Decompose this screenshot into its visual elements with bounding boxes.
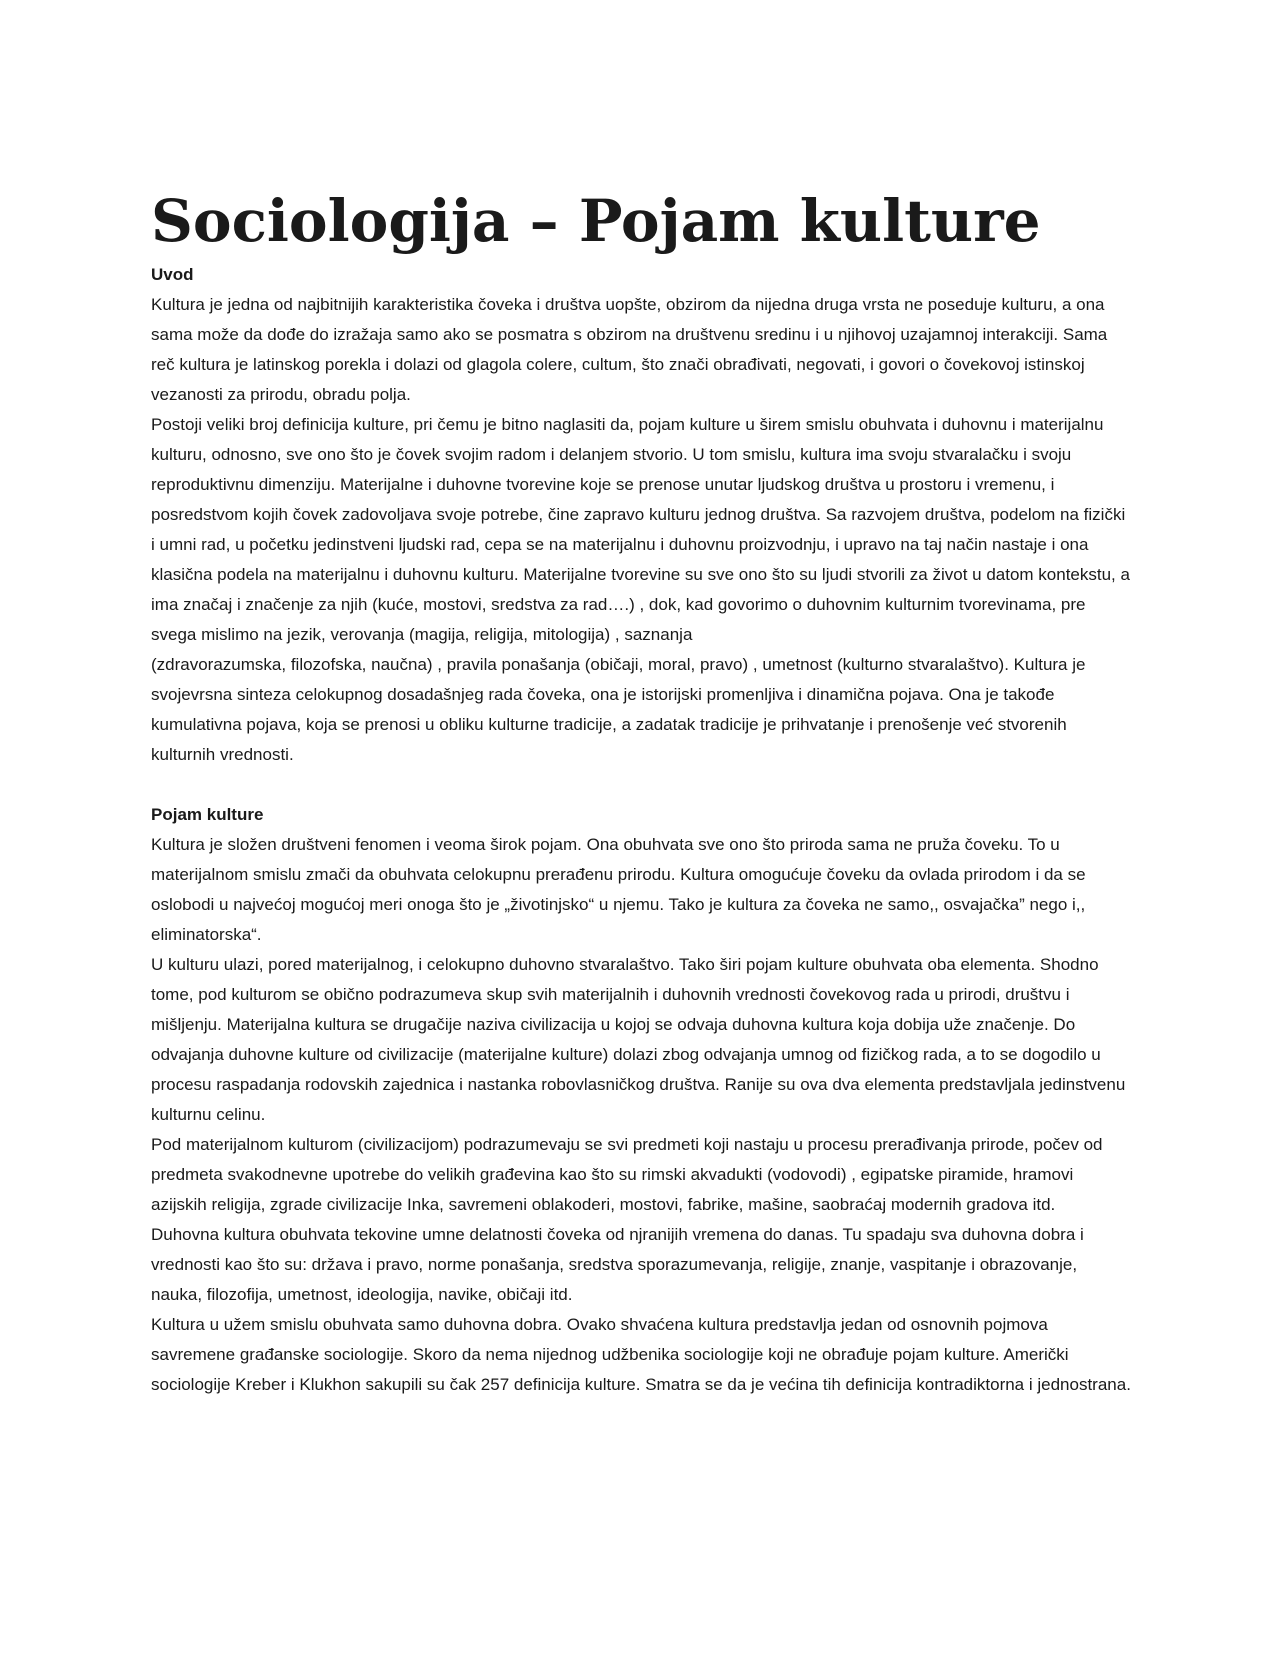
document-page (151, 182, 1131, 1400)
section-heading-uvod: Uvod (151, 265, 194, 284)
paragraph: (zdravorazumska, filozofska, naučna) , pravila ponašanja (običaji, moral, pravo) , umetnost (kulturno stvaralaštvo). Kultura je svojevrsna sinteza celokupnog dosadašnjeg rada čoveka, ona je istorijski promenljiva i dinamična pojava. Ona je takođe kumulativna pojava, koja se prenosi u obliku kulturne tradicije, a zadatak tradicije je prihvatanje i prenošenje već stvorenih kulturnih vrednosti. (151, 655, 1086, 764)
paragraph: Kultura je jedna od najbitnijih karakteristika čoveka i društva uopšte, obzirom da nijedna druga vrsta ne poseduje kulturu, a ona sama može da dođe do izražaja samo ako se posmatra s obzirom na društvenu sredinu i u njihovoj uzajamnoj interakciji. Sama reč kultura je latinskog porekla i dolazi od glagola colere, cultum, što znači obrađivati, negovati, i govori o čovekovoj istinskoj vezanosti za prirodu, obradu polja. (151, 295, 1108, 404)
paragraph: Pod materijalnom kulturom (civilizacijom) podrazumevaju se svi predmeti koji nastaju u procesu prerađivanja prirode, počev od predmeta svakodnevne upotrebe do velikih građevina kao što su rimski akvadukti (vodovodi) , egipatske piramide, hramovi azijskih religija, zgrade civilizacije Inka, savremeni oblakoderi, mostovi, fabrike, mašine, saobraćaj modernih gradova itd. (151, 1135, 1103, 1214)
paragraph: Kultura u užem smislu obuhvata samo duhovna dobra. Ovako shvaćena kultura predstavlja jedan od osnovnih pojmova savremene građanske sociologije. Skoro da nema nijednog udžbenika sociologije koji ne obrađuje pojam kulture. Američki sociologije Kreber i Klukhon sakupili su čak 257 definicija kulture. Smatra se da je većina tih definicija kontradiktorna i jednostrana. (151, 1315, 1131, 1394)
section-spacer (151, 770, 1131, 800)
page-title: Sociologija – Pojam kulture (151, 187, 1041, 255)
section-heading-pojam-kulture: Pojam kulture (151, 805, 264, 824)
paragraph: Kultura je složen društveni fenomen i veoma širok pojam. Ona obuhvata sve ono što priroda sama ne pruža čoveku. To u materijalnom smislu zmači da obuhvata celokupnu prerađenu prirodu. Kultura omogućuje čoveku da ovlada prirodom i da se oslobodi u najvećoj mogućoj meri onoga što je „životinjsko“ u njemu. Tako je kultura za čoveka ne samo,, osvajačka” nego i,, eliminatorska“. (151, 835, 1086, 944)
paragraph: Duhovna kultura obuhvata tekovine umne delatnosti čoveka od njranijih vremena do danas. Tu spadaju sva duhovna dobra i vrednosti kao što su: država i pravo, norme ponašanja, sredstva sporazumevanja, religije, znanje, vaspitanje i obrazovanje, nauka, filozofija, umetnost, ideologija, navike, običaji itd. (151, 1225, 1084, 1304)
paragraph: U kulturu ulazi, pored materijalnog, i celokupno duhovno stvaralaštvo. Tako širi pojam kulture obuhvata oba elementa. Shodno tome, pod kulturom se obično podrazumeva skup svih materijalnih i duhovnih vrednosti čovekovog rada u prirodi, društvu i mišljenju. Materijalna kultura se drugačije naziva civilizacija u kojoj se odvaja duhovna kultura koja dobija uže značenje. Do odvajanja duhovne kulture od civilizacije (materijalne kulture) dolazi zbog odvajanja umnog od fizičkog rada, a to se dogodilo u procesu raspadanja rodovskih zajednica i nastanka robovlasničkog društva. Ranije su ova dva elementa predstavljala jedinstvenu kulturnu celinu. (151, 955, 1126, 1124)
paragraph: Postoji veliki broj definicija kulture, pri čemu je bitno naglasiti da, pojam kulture u širem smislu obuhvata i duhovnu i materijalnu kulturu, odnosno, sve ono što je čovek svojim radom i delanjem stvorio. U tom smislu, kultura ima svoju stvaralačku i svoju reproduktivnu dimenziju. Materijalne i duhovne tvorevine koje se prenose unutar ljudskog društva u prostoru i vremenu, i posredstvom kojih čovek zadovoljava svoje potrebe, čine zapravo kulturu jednog društva. Sa razvojem društva, podelom na fizički i umni rad, u početku jedinstveni ljudski rad, cepa se na materijalnu i duhovnu proizvodnju, i upravo na taj način nastaje i ona klasična podela na materijalnu i duhovnu kulturu. Materijalne tvorevine su sve ono što su ljudi stvorili za život u datom kontekstu, a ima značaj i značenje za njih (kuće, mostovi, sredstva za rad….) , dok, kad govorimo o duhovnim kulturnim tvorevinama, pre svega mislimo na jezik, verovanja (magija, religija, mitologija) , saznanja (151, 415, 1130, 644)
